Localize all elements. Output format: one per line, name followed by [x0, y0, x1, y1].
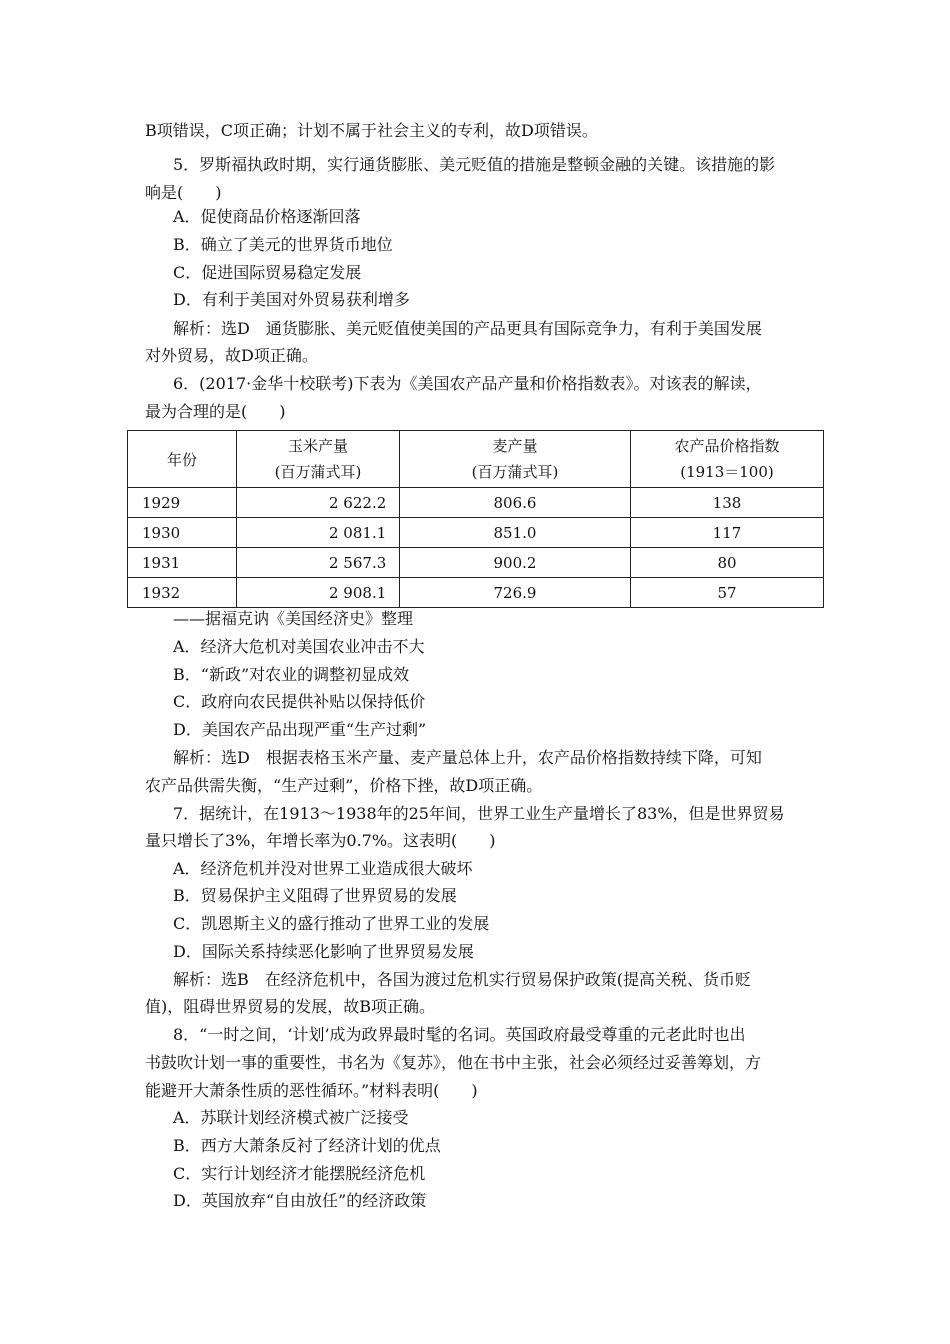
q6-option-c: C．政府向农民提供补贴以保持低价 [173, 692, 426, 711]
q7-stem-line1: 7．据统计，在1913～1938年的25年间，世界工业生产量增长了83%，但是世界贸易 [173, 804, 785, 823]
q8-option-c: C．实行计划经济才能摆脱经济危机 [173, 1164, 426, 1183]
cell-price-index: 138 [631, 488, 824, 518]
cell-price-index: 57 [631, 578, 824, 608]
q7-option-c: C．凯恩斯主义的盛行推动了世界工业的发展 [173, 914, 490, 933]
header-year-label: 年份 [166, 450, 197, 469]
q5-stem-line2: 响是( ) [145, 183, 222, 202]
q6-stem-line2: 最为合理的是( ) [145, 402, 286, 421]
header-wheat-unit: (百万蒲式耳) [471, 463, 559, 481]
q5-option-c: C．促进国际贸易稳定发展 [173, 263, 362, 282]
q7-analysis-line2: 值)，阻碍世界贸易的发展，故B项正确。 [145, 997, 436, 1016]
q5-option-b: B．确立了美元的世界货币地位 [173, 235, 393, 254]
cell-price-index: 117 [631, 518, 824, 548]
cell-wheat: 900.2 [400, 548, 631, 578]
q6-analysis-line1: 解析：选D 根据表格玉米产量、麦产量总体上升，农产品价格指数持续下降，可知 [173, 748, 762, 767]
q5-analysis-line2: 对外贸易，故D项正确。 [145, 346, 318, 365]
cell-corn: 2 908.1 [237, 578, 400, 608]
cell-year: 1932 [128, 578, 237, 608]
header-price-label: 农产品价格指数 [674, 437, 780, 455]
table-row [128, 488, 824, 518]
header-wheat-label: 麦产量 [492, 437, 538, 455]
header-year [128, 431, 237, 488]
cell-corn: 2 567.3 [237, 548, 400, 578]
q7-option-a: A．经济危机并没对世界工业造成很大破坏 [173, 859, 473, 878]
cell-wheat: 851.0 [400, 518, 631, 548]
q6-option-b: B．“新政”对农业的调整初显成效 [173, 665, 410, 684]
cell-price-index: 80 [631, 548, 824, 578]
q6-analysis-line2: 农产品供需失衡，“生产过剩”，价格下挫，故D项正确。 [145, 776, 543, 795]
table-row [128, 548, 824, 578]
table-row [128, 518, 824, 548]
q8-option-d: D．英国放弃“自由放任”的经济政策 [173, 1191, 427, 1210]
table-header-row [128, 431, 824, 488]
header-corn [237, 431, 400, 488]
header-wheat [400, 431, 631, 488]
q8-option-b: B．西方大萧条反衬了经济计划的优点 [173, 1136, 441, 1155]
intro-analysis-line: B项错误，C项正确；计划不属于社会主义的专利，故D项错误。 [145, 121, 598, 140]
cell-year: 1930 [128, 518, 237, 548]
q7-option-d: D．国际关系持续恶化影响了世界贸易发展 [173, 942, 474, 961]
q8-stem-line1: 8．“一时之间，‘计划’成为政界最时髦的名词。英国政府最受尊重的元老此时也出 [173, 1025, 746, 1044]
q6-option-d: D．美国农产品出现严重“生产过剩” [173, 720, 427, 739]
header-corn-label: 玉米产量 [287, 437, 348, 455]
header-price-base: (1913＝100) [680, 463, 774, 481]
q5-option-d: D．有利于美国对外贸易获利增多 [173, 290, 410, 309]
q6-data-table [127, 430, 824, 608]
q5-analysis-line1: 解析：选D 通货膨胀、美元贬值使美国的产品更具有国际竞争力，有利于美国发展 [173, 319, 762, 338]
q5-option-a: A．促使商品价格逐渐回落 [173, 207, 361, 226]
header-price-index [631, 431, 824, 488]
q6-table-source: ——据福克讷《美国经济史》整理 [173, 609, 414, 628]
cell-corn: 2 622.2 [237, 488, 400, 518]
cell-wheat: 726.9 [400, 578, 631, 608]
q5-stem-line1: 5．罗斯福执政时期，实行通货膨胀、美元贬值的措施是整顿金融的关键。该措施的影 [173, 155, 776, 174]
cell-wheat: 806.6 [400, 488, 631, 518]
q6-stem-line1: 6．(2017·金华十校联考)下表为《美国农产品产量和价格指数表》。对该表的解读， [173, 374, 762, 393]
q8-stem-line3: 能避开大萧条性质的恶性循环。”材料表明( ) [145, 1081, 478, 1100]
q6-option-a: A．经济大危机对美国农业冲击不大 [173, 637, 425, 656]
q7-analysis-line1: 解析：选B 在经济危机中，各国为渡过危机实行贸易保护政策(提高关税、货币贬 [173, 970, 752, 989]
cell-year: 1931 [128, 548, 237, 578]
q7-option-b: B．贸易保护主义阻碍了世界贸易的发展 [173, 886, 457, 905]
q8-stem-line2: 书鼓吹计划一事的重要性，书名为《复苏》，他在书中主张，社会必须经过妥善筹划，方 [145, 1053, 762, 1072]
q7-stem-line2: 量只增长了3%，年增长率为0.7%。这表明( ) [145, 831, 496, 850]
header-corn-unit: (百万蒲式耳) [274, 463, 362, 481]
table-row [128, 578, 824, 608]
q8-option-a: A．苏联计划经济模式被广泛接受 [173, 1108, 409, 1127]
cell-corn: 2 081.1 [237, 518, 400, 548]
cell-year: 1929 [128, 488, 237, 518]
